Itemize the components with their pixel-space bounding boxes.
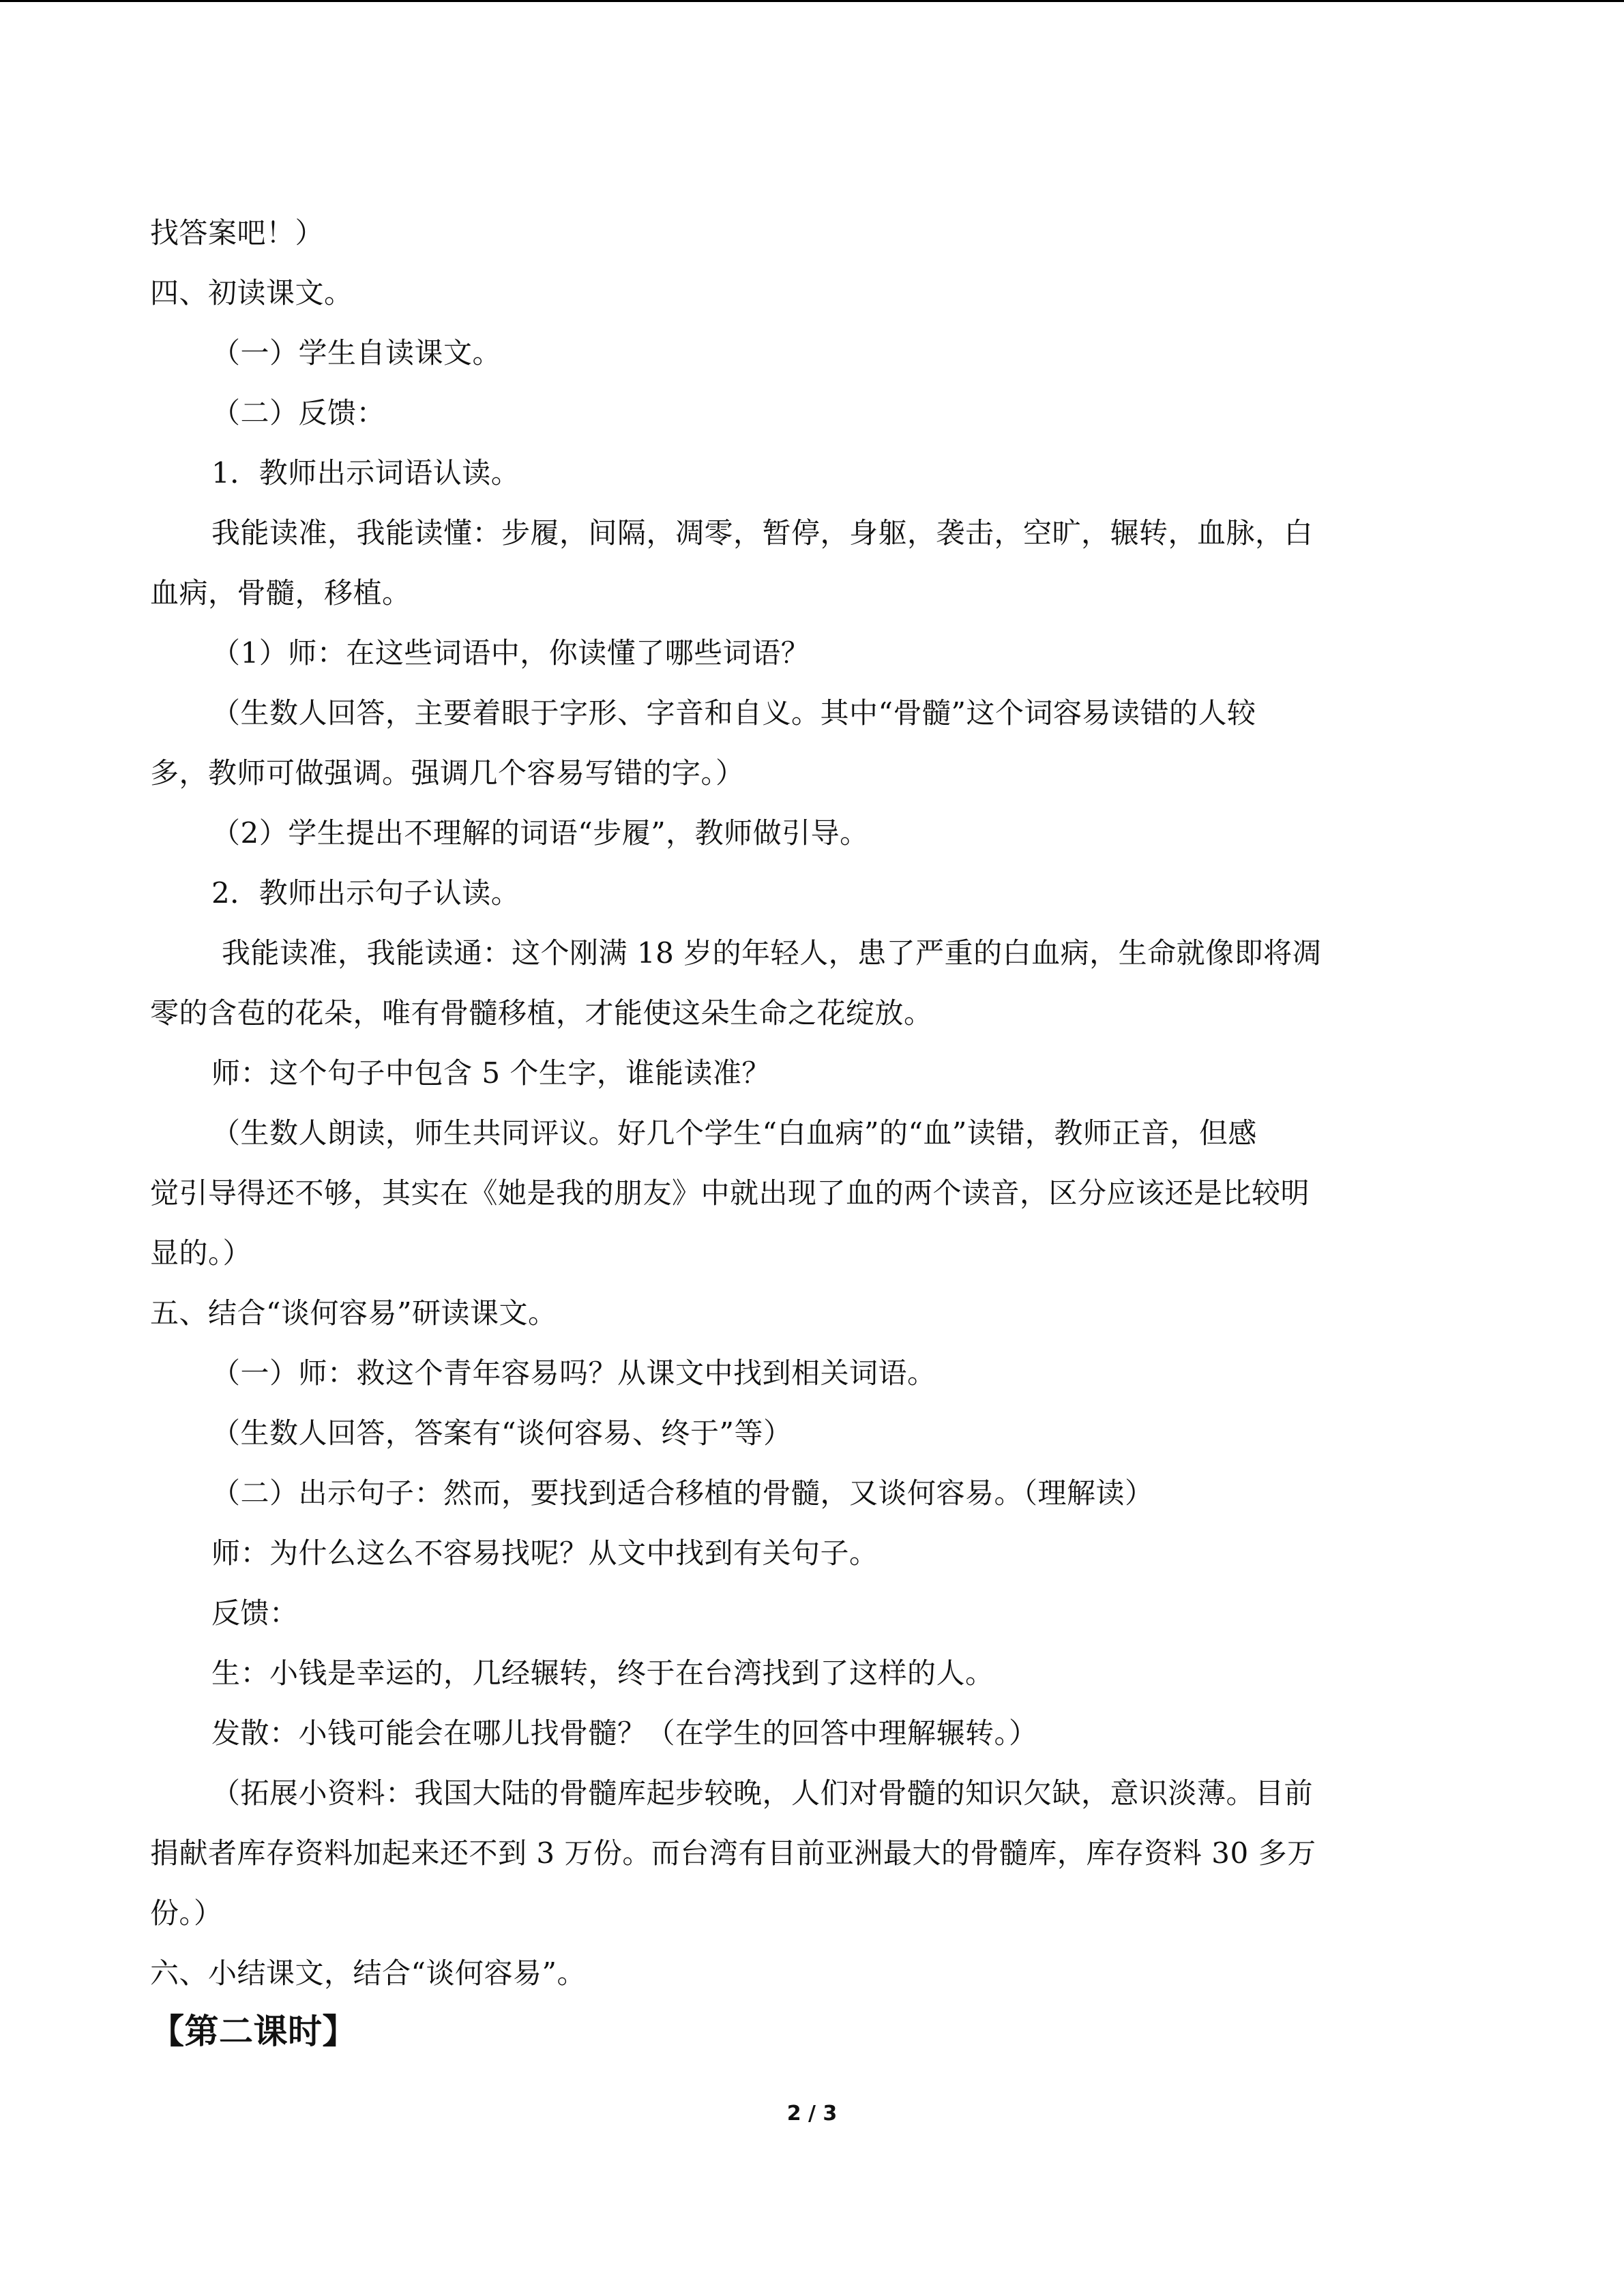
paragraph-line: 反馈： bbox=[211, 1596, 299, 1630]
subsection-heading: （二）出示句子：然而，要找到适合移植的骨髓，又谈何容易。（理解读） bbox=[211, 1476, 1154, 1510]
paragraph-line: 生：小钱是幸运的，几经辗转，终于在台湾找到了这样的人。 bbox=[211, 1656, 994, 1690]
paragraph-line: 零的含苞的花朵，唯有骨髓移植，才能使这朵生命之花绽放。 bbox=[150, 996, 933, 1030]
section-heading-4: 四、初读课文。 bbox=[150, 276, 353, 310]
paragraph-line: 捐献者库存资料加起来还不到 3 万份。而台湾有目前亚洲最大的骨髓库，库存资料 30 多万 bbox=[150, 1836, 1316, 1870]
paragraph-line: 显的。） bbox=[150, 1236, 252, 1270]
lesson-heading: 【第二课时】 bbox=[150, 2011, 357, 2051]
section-heading-6: 六、小结课文，结合“谈何容易”。 bbox=[150, 1956, 586, 1990]
paragraph-line: 发散：小钱可能会在哪儿找骨髓？（在学生的回答中理解辗转。） bbox=[211, 1716, 1038, 1750]
paragraph-line: 份。） bbox=[150, 1896, 223, 1930]
text-line: 找答案吧！） bbox=[150, 216, 325, 250]
subsection-heading: （二）反馈： bbox=[211, 396, 386, 430]
paragraph-line: 我能读准，我能读懂：步履，间隔，凋零，暂停，身躯，袭击，空旷，辗转，血脉，白 bbox=[211, 516, 1314, 550]
paragraph-line: （生数人回答，主要着眼于字形、字音和自义。其中“骨髓”这个词容易读错的人较 bbox=[211, 696, 1256, 730]
paragraph-line: （拓展小资料：我国大陆的骨髓库起步较晚，人们对骨髓的知识欠缺，意识淡薄。目前 bbox=[211, 1776, 1314, 1810]
paragraph-line: 觉引导得还不够，其实在《她是我的朋友》中就出现了血的两个读音，区分应该还是比较明 bbox=[150, 1176, 1310, 1210]
subsection-heading: （一）师：救这个青年容易吗？从课文中找到相关词语。 bbox=[211, 1356, 936, 1390]
paragraph-line: 多，教师可做强调。强调几个容易写错的字。） bbox=[150, 756, 745, 790]
paragraph-line: 我能读准，我能读通：这个刚满 18 岁的年轻人，患了严重的白血病，生命就像即将凋 bbox=[222, 936, 1322, 970]
list-item: 2．教师出示句子认读。 bbox=[211, 876, 520, 910]
subsection-heading: （一）学生自读课文。 bbox=[211, 336, 502, 370]
paragraph-line: （生数人回答，答案有“谈何容易、终于”等） bbox=[211, 1416, 793, 1450]
section-heading-5: 五、结合“谈何容易”研读课文。 bbox=[150, 1296, 557, 1330]
paragraph-line: （生数人朗读，师生共同评议。好几个学生“白血病”的“血”读错，教师正音，但感 bbox=[211, 1116, 1257, 1150]
paragraph-line: 师：这个句子中包含 5 个生字，谁能读准？ bbox=[211, 1056, 771, 1090]
list-item: 1．教师出示词语认读。 bbox=[211, 456, 520, 490]
page-number: 2 / 3 bbox=[786, 2102, 838, 2126]
paragraph-line: （1）师：在这些词语中，你读懂了哪些词语？ bbox=[211, 636, 810, 670]
paragraph-line: 血病，骨髓，移植。 bbox=[150, 576, 411, 610]
paragraph-line: （2）学生提出不理解的词语“步履”，教师做引导。 bbox=[211, 816, 869, 850]
paragraph-line: 师：为什么这么不容易找呢？从文中找到有关句子。 bbox=[211, 1536, 879, 1570]
